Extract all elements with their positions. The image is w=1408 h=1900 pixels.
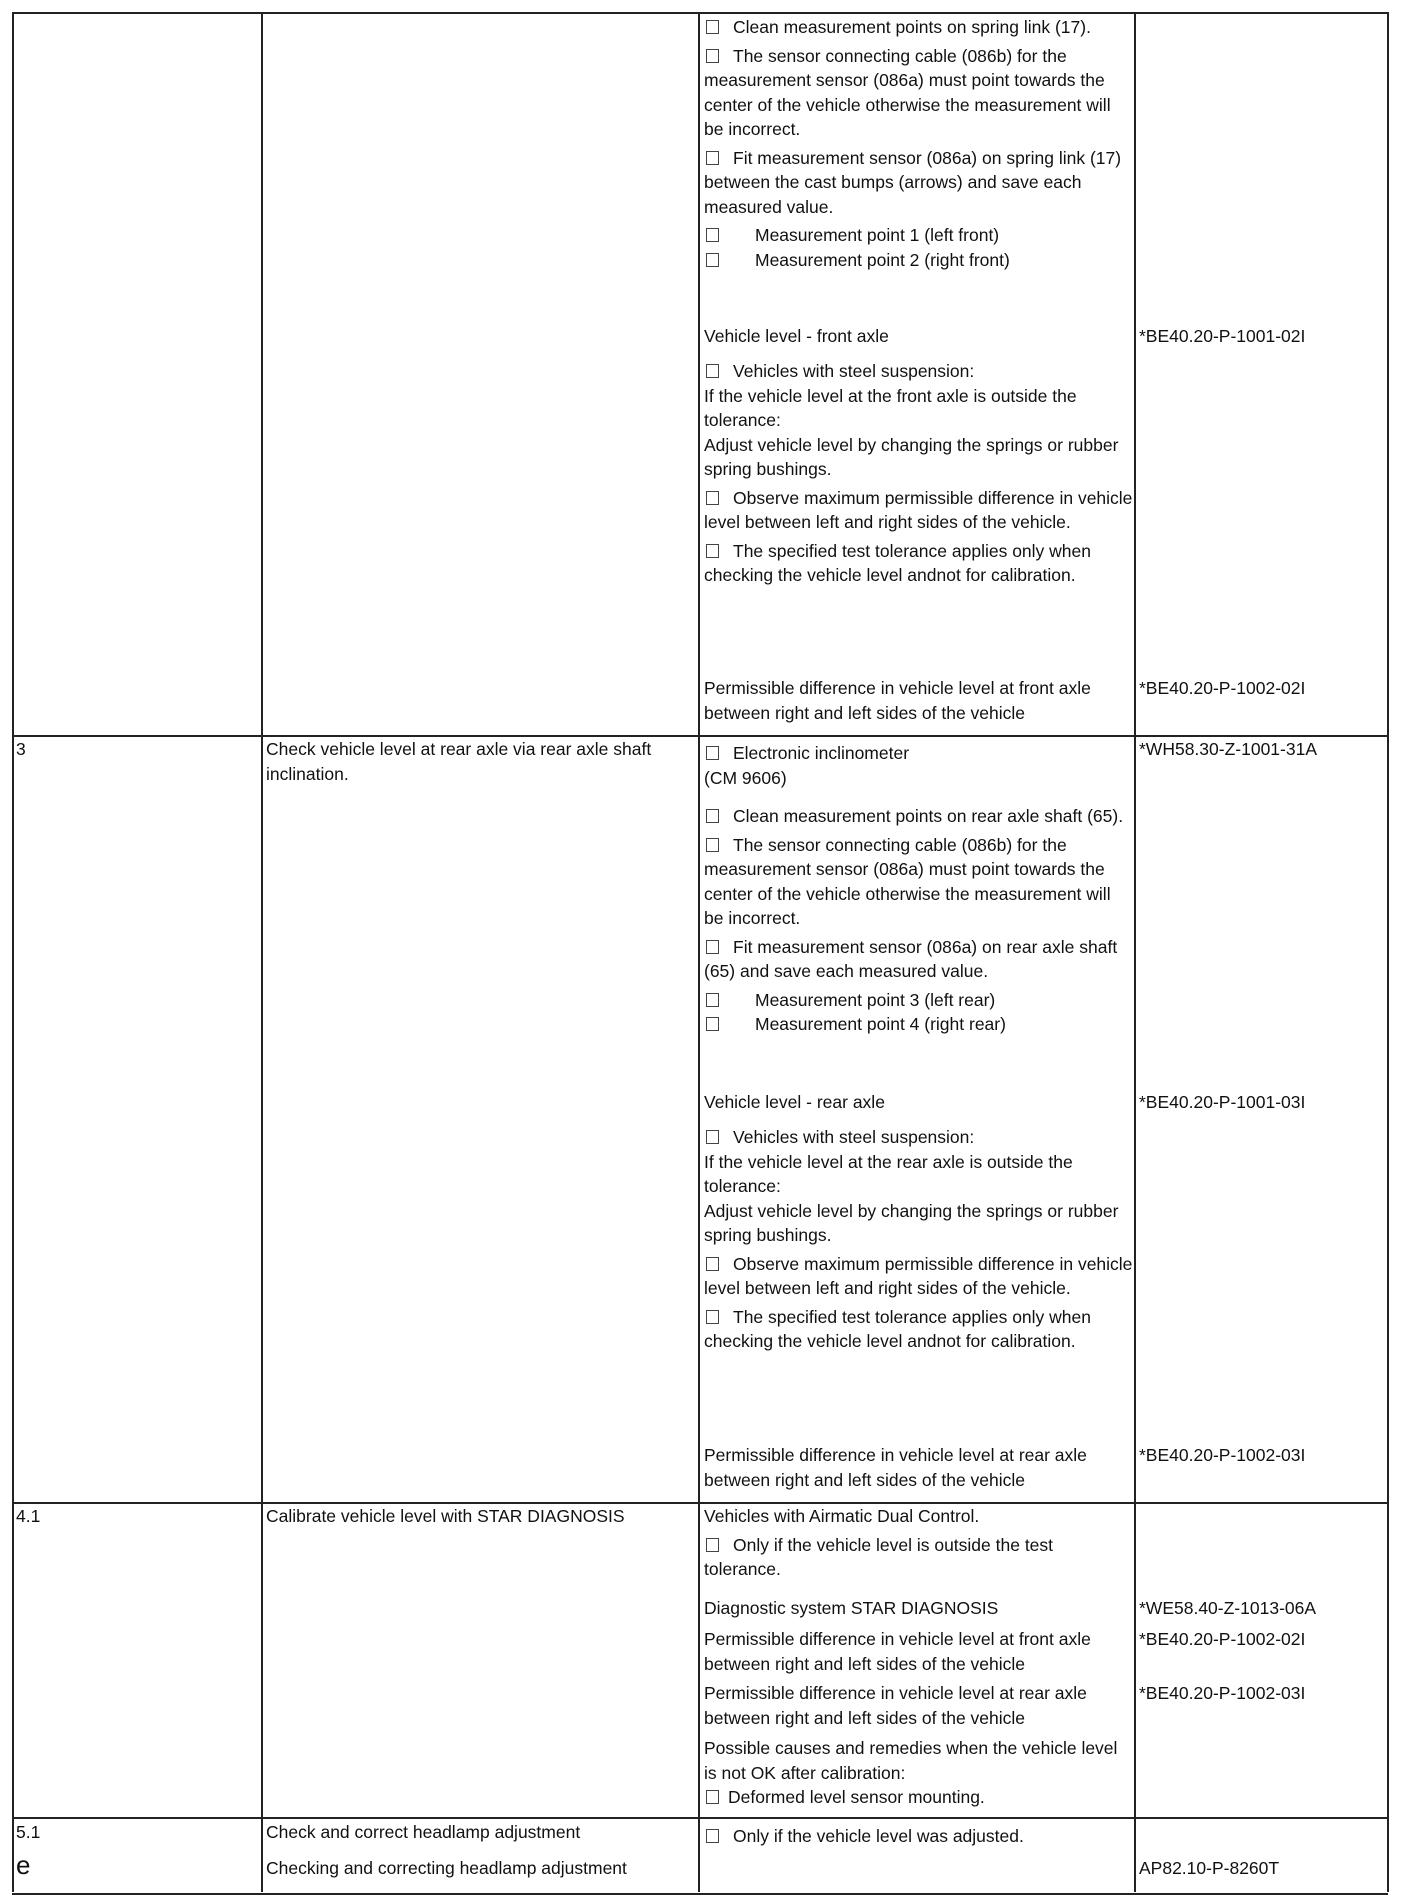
checkbox-icon [706, 746, 719, 760]
table-column-divider [261, 12, 263, 1892]
step-text: If the vehicle level at the front axle is outside the tolerance: [704, 385, 1077, 430]
row51-task-link[interactable]: Checking and correcting headlamp adjustment [266, 1858, 627, 1878]
cause-item: Deformed level sensor mounting. [704, 1785, 1134, 1810]
row51-number: 5.1 [16, 1822, 41, 1842]
checkbox-icon [706, 838, 719, 852]
table-border-left [12, 12, 14, 1892]
checkbox-icon [706, 1257, 719, 1271]
step-subitem: Measurement point 3 (left rear) [704, 988, 1134, 1013]
step-text: Adjust vehicle level by changing the springs or rubber spring bushings. [704, 1200, 1119, 1245]
row41-perm-front: Permissible difference in vehicle level at front axle between right and left sides of the vehicle [704, 1629, 1091, 1674]
step-item: The sensor connecting cable (086b) for the measurement sensor (086a) must point towards the center of the vehicle otherwise the measurement will be incorrect. [704, 45, 1111, 139]
row41-diag: Diagnostic system STAR DIAGNOSIS [704, 1598, 999, 1618]
checkbox-icon [706, 940, 719, 954]
checkbox-icon [706, 993, 719, 1007]
step-item: Fit measurement sensor (086a) on rear axle shaft (65) and save each measured value. [704, 936, 1118, 981]
step-item: The sensor connecting cable (086b) for the measurement sensor (086a) must point towards the center of the vehicle otherwise the measurement will be incorrect. [704, 834, 1111, 928]
row3-number: 3 [16, 739, 26, 759]
row3-level-title: Vehicle level - rear axle [704, 1092, 885, 1112]
row2-permissible-ref: *BE40.20-P-1002-02I [1139, 678, 1306, 698]
step-text: Possible causes and remedies when the vehicle level is not OK after calibration: [704, 1738, 1118, 1783]
step-item: Fit measurement sensor (086a) on spring link (17) between the cast bumps (arrows) and save each measured value. [704, 147, 1122, 217]
row51-ref[interactable]: AP82.10-P-8260T [1139, 1858, 1280, 1878]
step-subitem: Measurement point 2 (right front) [704, 248, 1134, 273]
table-row-divider [12, 1817, 1388, 1819]
row41-perm-rear: Permissible difference in vehicle level at rear axle between right and left sides of the vehicle [704, 1683, 1087, 1728]
checkbox-icon [706, 1538, 719, 1552]
row3-permissible-ref: *BE40.20-P-1002-03I [1139, 1445, 1306, 1465]
step-item: Only if the vehicle level was adjusted. [704, 1824, 1134, 1849]
step-subitem: Measurement point 4 (right rear) [704, 1012, 1134, 1037]
step-subitem: Measurement point 1 (left front) [704, 223, 1134, 248]
table-column-divider [698, 12, 700, 1892]
step-text: If the vehicle level at the rear axle is outside the tolerance: [704, 1151, 1073, 1196]
checkbox-icon [706, 544, 719, 558]
tool-code: (CM 9606) [704, 767, 787, 788]
checkbox-icon [706, 1017, 719, 1031]
checkbox-icon [706, 364, 719, 378]
checkbox-icon [706, 1829, 719, 1843]
table-border-bottom [12, 1893, 1388, 1895]
step-item: The specified test tolerance applies only when checking the vehicle level andnot for calibration. [704, 1306, 1091, 1351]
row41-diag-ref: *WE58.40-Z-1013-06A [1139, 1598, 1317, 1618]
row2-steel-block [704, 359, 1134, 592]
checkbox-icon [706, 1130, 719, 1144]
row2-level-ref: *BE40.20-P-1001-02I [1139, 326, 1306, 346]
step-item: Observe maximum permissible difference in vehicle level between left and right sides of the vehicle. [704, 1253, 1133, 1298]
row2-procedure [704, 15, 1134, 276]
checkbox-icon [706, 20, 719, 34]
table-border-top [12, 12, 1388, 14]
row51-task: Check and correct headlamp adjustment [266, 1822, 581, 1842]
step-item: Only if the vehicle level is outside the test tolerance. [704, 1534, 1054, 1579]
row3-level-ref: *BE40.20-P-1001-03I [1139, 1092, 1306, 1112]
checkbox-icon [706, 1310, 719, 1324]
row3-tool-ref: *WH58.30-Z-1001-31A [1139, 739, 1317, 759]
step-item: Vehicles with steel suspension: [704, 359, 1134, 384]
checkbox-icon [706, 809, 719, 823]
row41-perm-rear-ref: *BE40.20-P-1002-03I [1139, 1683, 1306, 1703]
checkbox-icon [706, 49, 719, 63]
row41-number: 4.1 [16, 1506, 41, 1526]
row3-steel-block [704, 1125, 1134, 1358]
row3-permissible-text: Permissible difference in vehicle level at rear axle between right and left sides of the vehicle [704, 1445, 1087, 1490]
step-item: Electronic inclinometer [704, 741, 1134, 766]
row41-perm-front-ref: *BE40.20-P-1002-02I [1139, 1629, 1306, 1649]
step-item: Clean measurement points on spring link (17). [704, 15, 1134, 40]
row2-permissible-text: Permissible difference in vehicle level at front axle between right and left sides of the vehicle [704, 678, 1091, 723]
step-item: Vehicles with steel suspension: [704, 1125, 1134, 1150]
row41-causes [704, 1736, 1134, 1814]
row51-procedure [704, 1824, 1134, 1853]
step-item: Observe maximum permissible difference in vehicle level between left and right sides of the vehicle. [704, 487, 1133, 532]
checkbox-icon [706, 253, 719, 267]
row3-procedure [704, 804, 1134, 1041]
step-text: Adjust vehicle level by changing the springs or rubber spring bushings. [704, 434, 1119, 479]
checkbox-icon [706, 228, 719, 242]
row2-level-title: Vehicle level - front axle [704, 326, 889, 346]
step-item: Clean measurement points on rear axle shaft (65). [704, 804, 1134, 829]
step-text: Vehicles with Airmatic Dual Control. [704, 1506, 980, 1526]
row3-tool [704, 741, 1134, 794]
checkbox-icon [706, 491, 719, 505]
table-column-divider [1134, 12, 1136, 1892]
checkbox-icon [706, 151, 719, 165]
row41-task: Calibrate vehicle level with STAR DIAGNOSIS [266, 1506, 625, 1526]
row41-procedure [704, 1504, 1134, 1586]
row51-sub-label: e [16, 1850, 31, 1880]
row3-task: Check vehicle level at rear axle via rear axle shaft inclination. [266, 739, 652, 784]
step-item: The specified test tolerance applies only when checking the vehicle level andnot for calibration. [704, 540, 1091, 585]
checkbox-icon [706, 1790, 719, 1804]
